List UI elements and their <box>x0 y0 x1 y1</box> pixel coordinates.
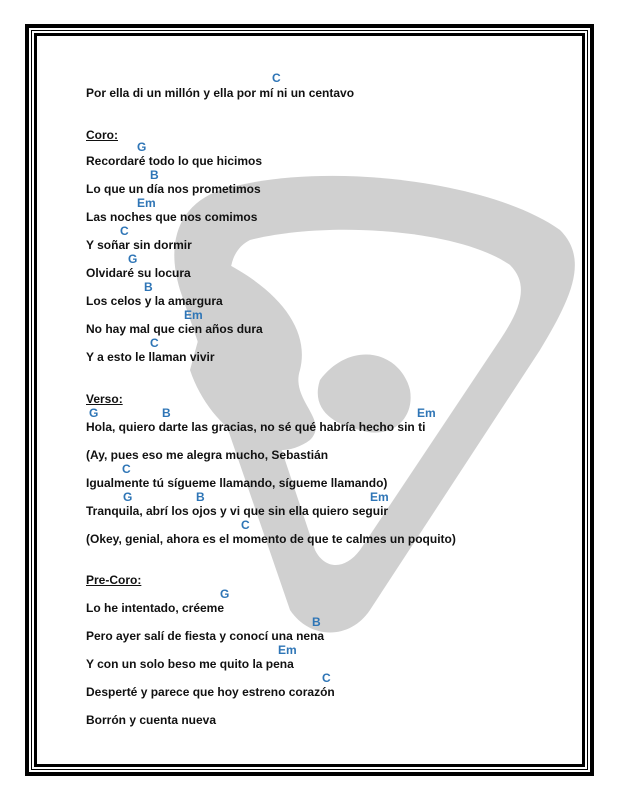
lyric-line: (Okey, genial, ahora es el momento de que te calmes un poquito) <box>86 532 456 546</box>
lyric-line: Y a esto le llaman vivir <box>86 350 215 364</box>
lyric-line: (Ay, pues eso me alegra mucho, Sebastián <box>86 448 329 462</box>
chord: B <box>162 406 171 420</box>
lyric-line: Por ella di un millón y ella por mí ni un centavo <box>86 86 355 100</box>
lyric-line: Lo he intentado, créeme <box>86 601 225 615</box>
lyric-line: Tranquila, abrí los ojos y vi que sin ella quiero seguir <box>86 504 389 518</box>
chord: Em <box>417 406 436 420</box>
lyric-line: Las noches que nos comimos <box>86 210 258 224</box>
lyric-line: Pero ayer salí de fiesta y conocí una nena <box>86 629 325 643</box>
lyric-line: Y soñar sin dormir <box>86 238 192 252</box>
chord: B <box>312 615 321 629</box>
chord: C <box>150 336 159 350</box>
chord: C <box>120 224 129 238</box>
section-heading-precoro: Pre-Coro: <box>86 573 142 587</box>
lyric-line: No hay mal que cien años dura <box>86 322 263 336</box>
chord: G <box>137 140 147 154</box>
chord: C <box>241 518 250 532</box>
lyric-line: Olvidaré su locura <box>86 266 191 280</box>
chord: G <box>128 252 138 266</box>
lyric-line: Borrón y cuenta nueva <box>86 713 217 727</box>
chord: C <box>272 71 281 85</box>
chord: B <box>196 490 205 504</box>
chord: Em <box>278 643 297 657</box>
lyric-line: Desperté y parece que hoy estreno corazón <box>86 685 335 699</box>
chord: Em <box>370 490 389 504</box>
chord: C <box>122 462 131 476</box>
chord: Em <box>137 196 156 210</box>
lyric-line: Lo que un día nos prometimos <box>86 182 261 196</box>
guitar-pick-watermark-icon <box>160 170 580 650</box>
section-heading-verso: Verso: <box>86 392 123 406</box>
lyric-line: Hola, quiero darte las gracias, no sé qué habría hecho sin ti <box>86 420 426 434</box>
chord: G <box>123 490 133 504</box>
lyric-line: Recordaré todo lo que hicimos <box>86 154 263 168</box>
chord: G <box>220 587 230 601</box>
chord: C <box>322 671 331 685</box>
section-heading-coro: Coro: <box>86 128 118 142</box>
chord: B <box>144 280 153 294</box>
chord: G <box>89 406 99 420</box>
lyric-line: Y con un solo beso me quito la pena <box>86 657 294 671</box>
chord: Em <box>184 308 203 322</box>
lyric-line: Los celos y la amargura <box>86 294 223 308</box>
chord: B <box>150 168 159 182</box>
lyric-line: Igualmente tú sígueme llamando, sígueme llamando) <box>86 476 388 490</box>
